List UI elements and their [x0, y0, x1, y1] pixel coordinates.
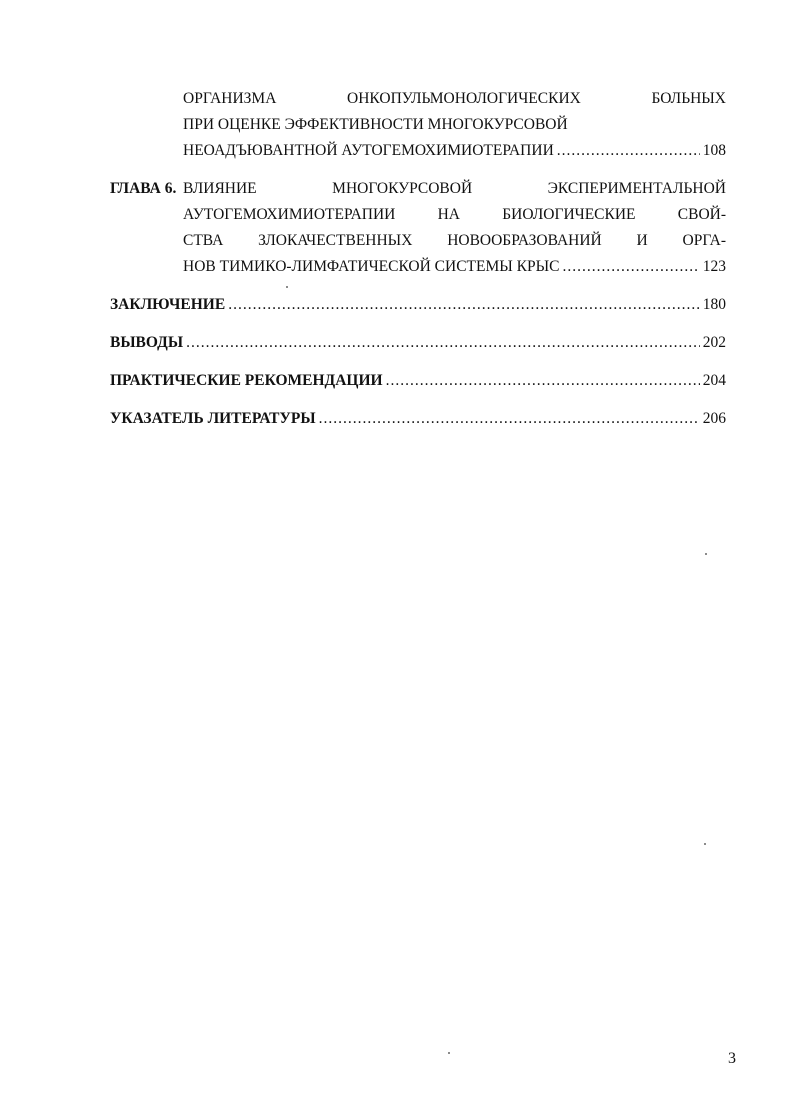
scan-speck — [448, 1052, 450, 1054]
toc-entry-leader-line — [110, 406, 726, 432]
scan-speck — [705, 553, 707, 555]
dot-leader — [319, 406, 700, 432]
toc-entry-recommendations — [110, 368, 726, 394]
table-of-contents — [110, 86, 726, 444]
toc-entry-title: ВЫВОДЫ — [110, 334, 184, 351]
toc-entry-line: ВЛИЯНИЕ МНОГОКУРСОВОЙ ЭКСПЕРИМЕНТАЛЬНОЙ — [183, 180, 726, 197]
toc-entry-chapter-6 — [110, 176, 726, 280]
toc-entry-leader-line — [110, 254, 726, 280]
toc-page-number: 206 — [702, 410, 726, 427]
toc-entry-leader-line — [110, 292, 726, 318]
toc-entry-leader-line — [110, 368, 726, 394]
page-number: 3 — [728, 1050, 736, 1067]
toc-entry-references — [110, 406, 726, 432]
toc-entry-title: ПРАКТИЧЕСКИЕ РЕКОМЕНДАЦИИ — [110, 372, 383, 389]
toc-entry-leader-line — [110, 330, 726, 356]
dot-leader — [557, 138, 700, 164]
toc-entry-conclusion — [110, 292, 726, 318]
toc-entry-line: НЕОАДЪЮВАНТНОЙ АУТОГЕМОХИМИОТЕРАПИИ — [183, 142, 554, 159]
dot-leader — [186, 330, 700, 356]
toc-page-number: 204 — [702, 372, 726, 389]
toc-chapter-heading-line — [110, 176, 726, 202]
dot-leader — [562, 254, 699, 280]
toc-entry-line: НОВ ТИМИКО-ЛИМФАТИЧЕСКОЙ СИСТЕМЫ КРЫС — [183, 258, 560, 275]
scan-speck — [286, 286, 288, 288]
toc-page-number: 180 — [702, 296, 726, 313]
toc-entry-line: СТВА ЗЛОКАЧЕСТВЕННЫХ НОВООБРАЗОВАНИЙ И ОРГА- — [183, 232, 726, 249]
toc-entry-title: ЗАКЛЮЧЕНИЕ — [110, 296, 226, 313]
toc-entry-continuation — [110, 86, 726, 164]
toc-entry-leader-line — [110, 138, 726, 164]
toc-page-number: 202 — [702, 334, 726, 351]
toc-entry-line: ОРГАНИЗМА ОНКОПУЛЬМОНОЛОГИЧЕСКИХ БОЛЬНЫХ — [183, 90, 726, 107]
dot-leader — [386, 368, 700, 394]
toc-entry-line: АУТОГЕМОХИМИОТЕРАПИИ НА БИОЛОГИЧЕСКИЕ СВОЙ- — [183, 206, 726, 223]
toc-entry-findings — [110, 330, 726, 356]
toc-entry-line: ПРИ ОЦЕНКЕ ЭФФЕКТИВНОСТИ МНОГОКУРСОВОЙ — [183, 116, 568, 133]
toc-page-number: 123 — [702, 258, 726, 275]
chapter-label: ГЛАВА 6. — [110, 180, 177, 197]
toc-page-number: 108 — [702, 142, 726, 159]
scan-speck — [704, 843, 706, 845]
dot-leader — [228, 292, 700, 318]
toc-entry-title: УКАЗАТЕЛЬ ЛИТЕРАТУРЫ — [110, 410, 316, 427]
